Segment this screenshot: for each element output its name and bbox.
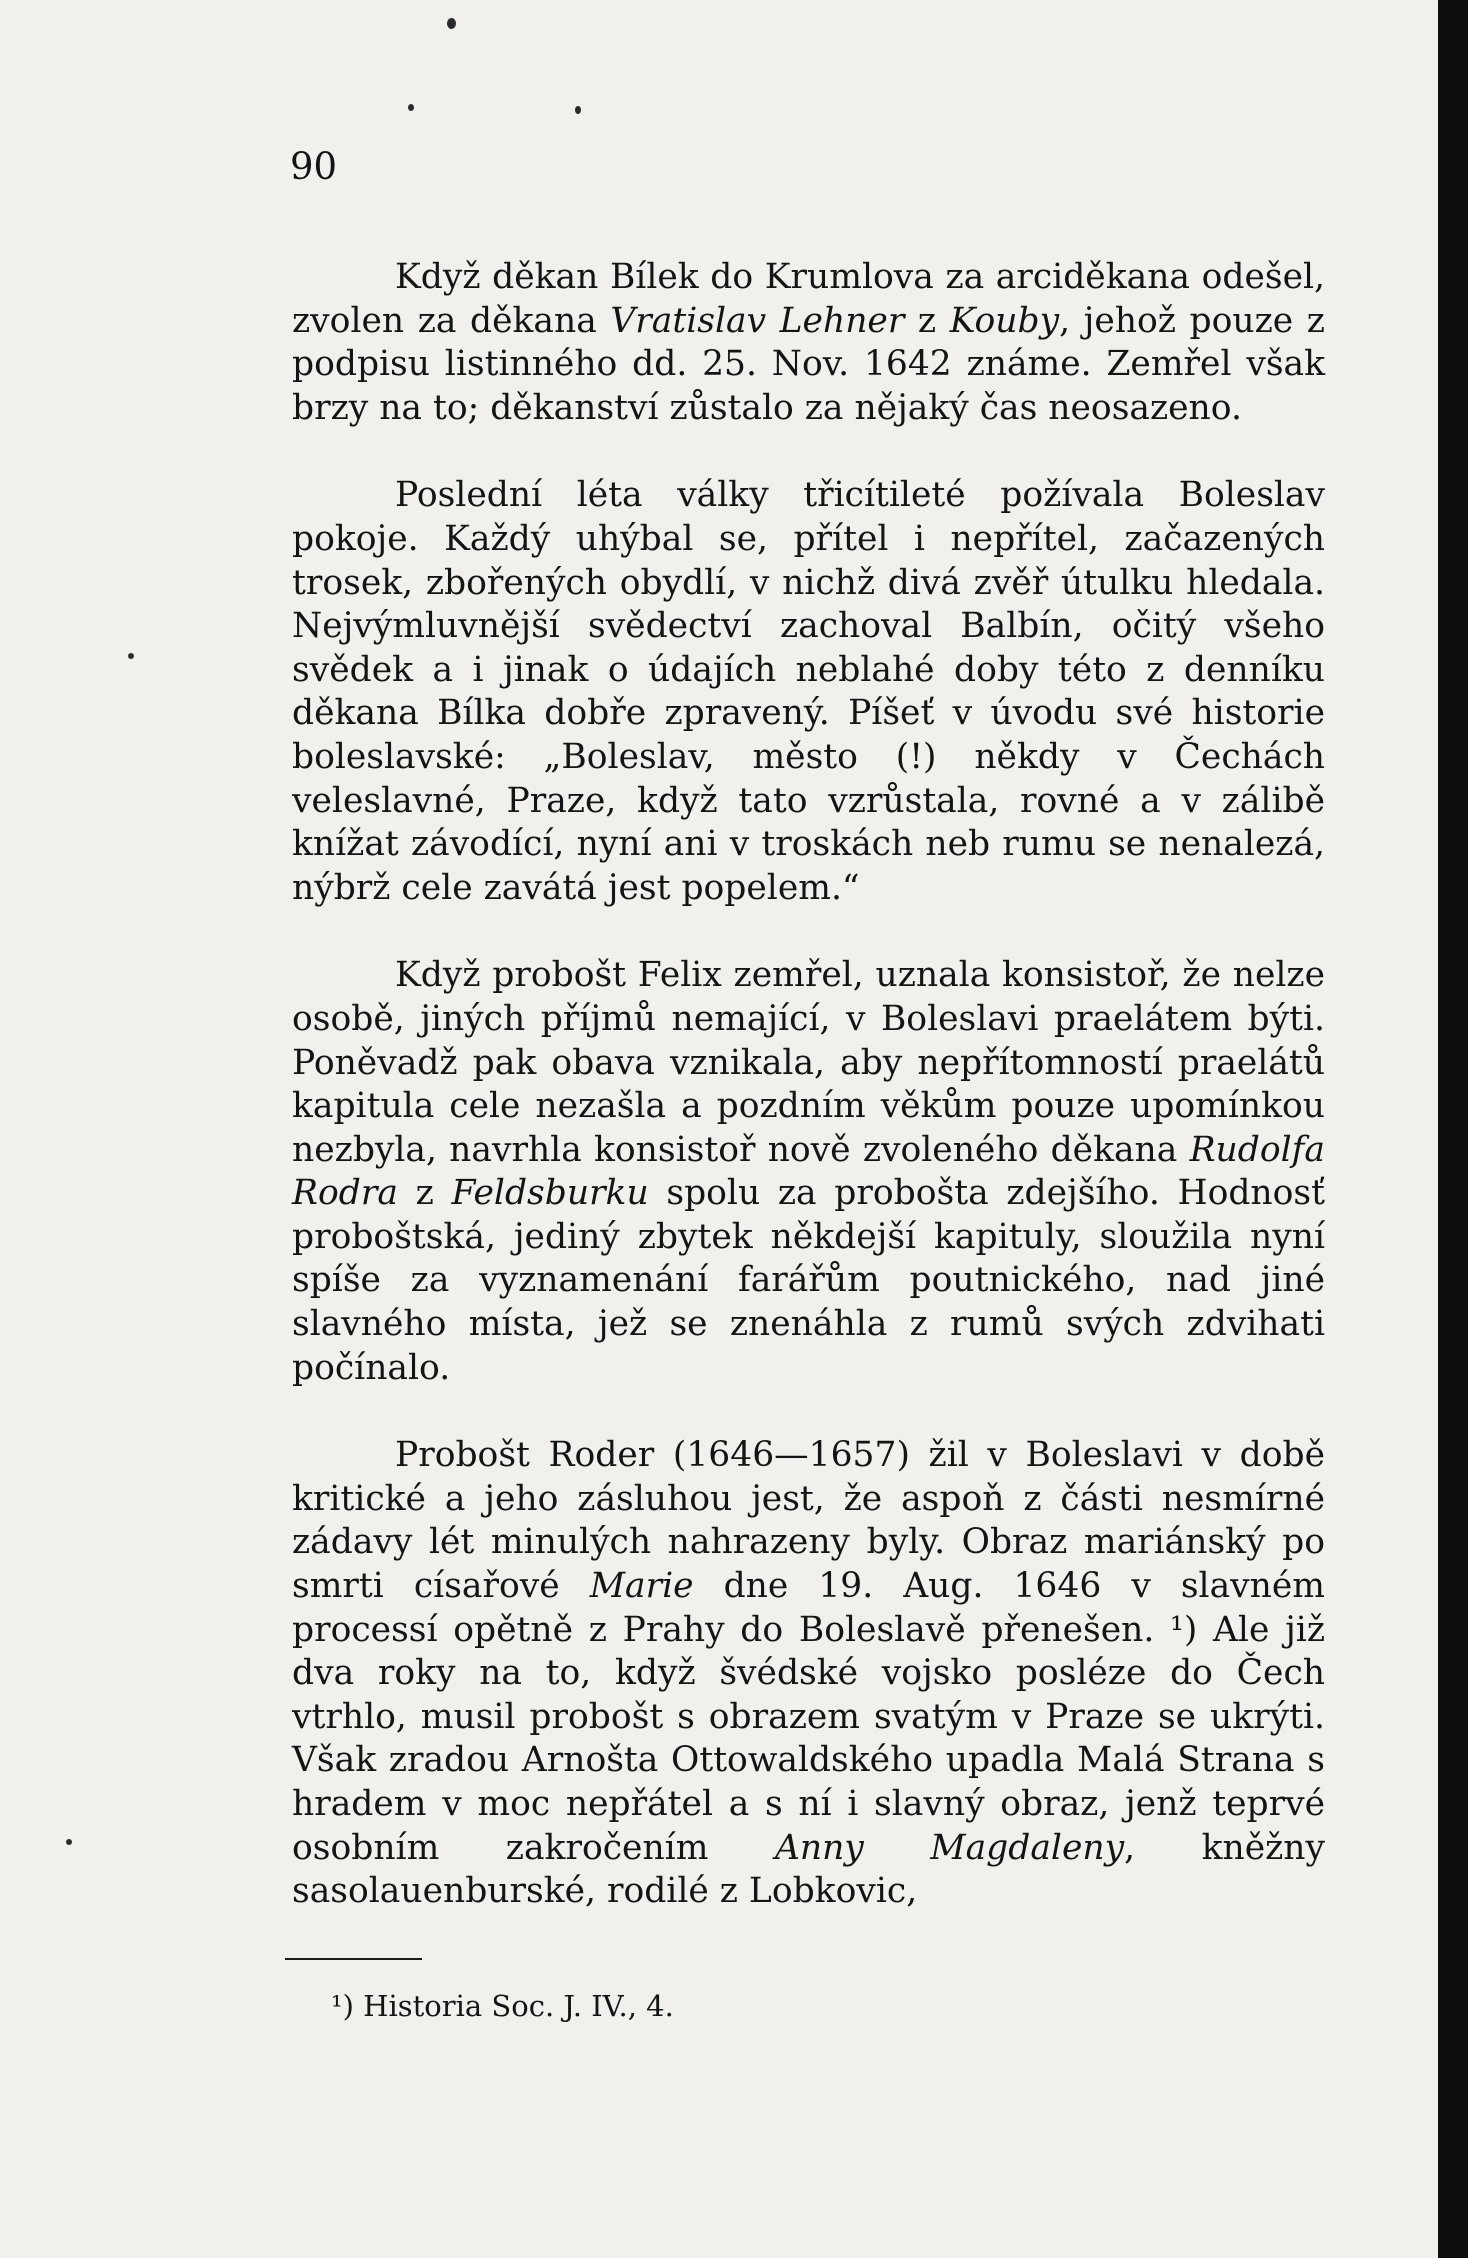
footnote-separator bbox=[285, 1958, 422, 1960]
italic-name: Rudolfa Rodra bbox=[292, 1129, 1325, 1214]
body-text bbox=[292, 256, 1325, 1914]
text-run: Probošt Roder (1646—1657) žil v Boleslavi v době kritické a jeho zásluhou jest, že aspoň z části nesmírné zádavy lét minulých nahrazeny byly. Obraz mariánský po smrti císařové bbox=[292, 1435, 1325, 1607]
italic-name: Feldsburku bbox=[451, 1173, 649, 1214]
print-speck bbox=[128, 653, 134, 659]
footnote-marker: ¹) bbox=[331, 1989, 354, 2023]
print-speck bbox=[408, 104, 414, 111]
paragraph-probost-felix bbox=[292, 954, 1325, 1390]
footnote-text: Historia Soc. J. IV., 4. bbox=[353, 1989, 674, 2023]
text-run: , jehož pouze z podpisu listinného dd. 25. Nov. 1642 známe. Zemřel však brzy na to; děkanství zůstalo za nějaký čas neosazeno. bbox=[292, 300, 1325, 428]
page-number: 90 bbox=[290, 145, 338, 188]
paragraph-posledni-leta bbox=[292, 474, 1325, 910]
italic-name: Marie bbox=[589, 1566, 694, 1607]
text-run: , kněžny sasolauenburské, rodilé z Lobkovic, bbox=[292, 1827, 1325, 1912]
footnote bbox=[331, 1989, 674, 2024]
print-speck bbox=[447, 18, 456, 29]
text-run: spolu za probošta zdejšího. Hodnosť proboštská, jediný zbytek někdejší kapituly, sloužila nyní spíše za vyznamenání farářům poutnického, nad jiné slavného místa, jež se znenáhla z rumů svých zdvihati počínalo. bbox=[292, 1173, 1325, 1388]
print-speck bbox=[575, 106, 581, 114]
text-run: Poslední léta války třicítileté požívala Boleslav pokoje. Každý uhýbal se, přítel i nepřítel, začazených trosek, zbořených obydlí, v nichž divá zvěř útulku hledala. Nejvýmluvnější svědectví zachoval Balbín, očitý všeho svědek a i jinak o údajích neblahé doby této z denníku děkana Bílka dobře zpravený. Píšeť v úvodu své historie boleslavské: „Boleslav, město (!) někdy v Čechách veleslavné, Praze, když tato vzrůstala, rovné a v zálibě knížat závodící, nyní ani v troskách neb rumu se nenalezá, nýbrž cele zavátá jest popelem.“ bbox=[292, 475, 1325, 908]
italic-name: Anny Magdaleny bbox=[774, 1827, 1125, 1868]
scan-border bbox=[1438, 0, 1468, 2258]
text-run: Když děkan Bílek do Krumlova za arciděkana odešel, zvolen za děkana bbox=[292, 257, 1325, 341]
italic-name: Vratislav Lehner bbox=[610, 300, 905, 341]
print-speck bbox=[66, 1839, 72, 1845]
text-run: dne 19. Aug. 1646 v slavném processí opětně z Prahy do Boleslavě přenešen. ¹) Ale již dva roky na to, když švédské vojsko posléze do Čech vtrhlo, musil probošt s obrazem svatým v Praze se ukrýti. Však zradou Arnošta Ottowaldského upadla Malá Strana s hradem v moc nepřátel a s ní i slavný obraz, jenž teprvé osobním zakročením bbox=[292, 1566, 1326, 1868]
text-run: z bbox=[904, 300, 950, 341]
paragraph-dekan-bilek bbox=[292, 256, 1325, 430]
text-run: Když probošt Felix zemřel, uznala konsistoř, že nelze osobě, jiných příjmů nemající, v Boleslavi praelátem býti. Poněvadž pak obava vznikala, aby nepřítomností praelátů kapitula cele nezašla a pozdním věkům pouze upomínkou nezbyla, navrhla konsistoř nově zvoleného děkana bbox=[292, 955, 1325, 1170]
text-run: z bbox=[397, 1173, 452, 1214]
paragraph-probost-roder bbox=[292, 1434, 1325, 1914]
italic-name: Kouby bbox=[949, 300, 1060, 341]
